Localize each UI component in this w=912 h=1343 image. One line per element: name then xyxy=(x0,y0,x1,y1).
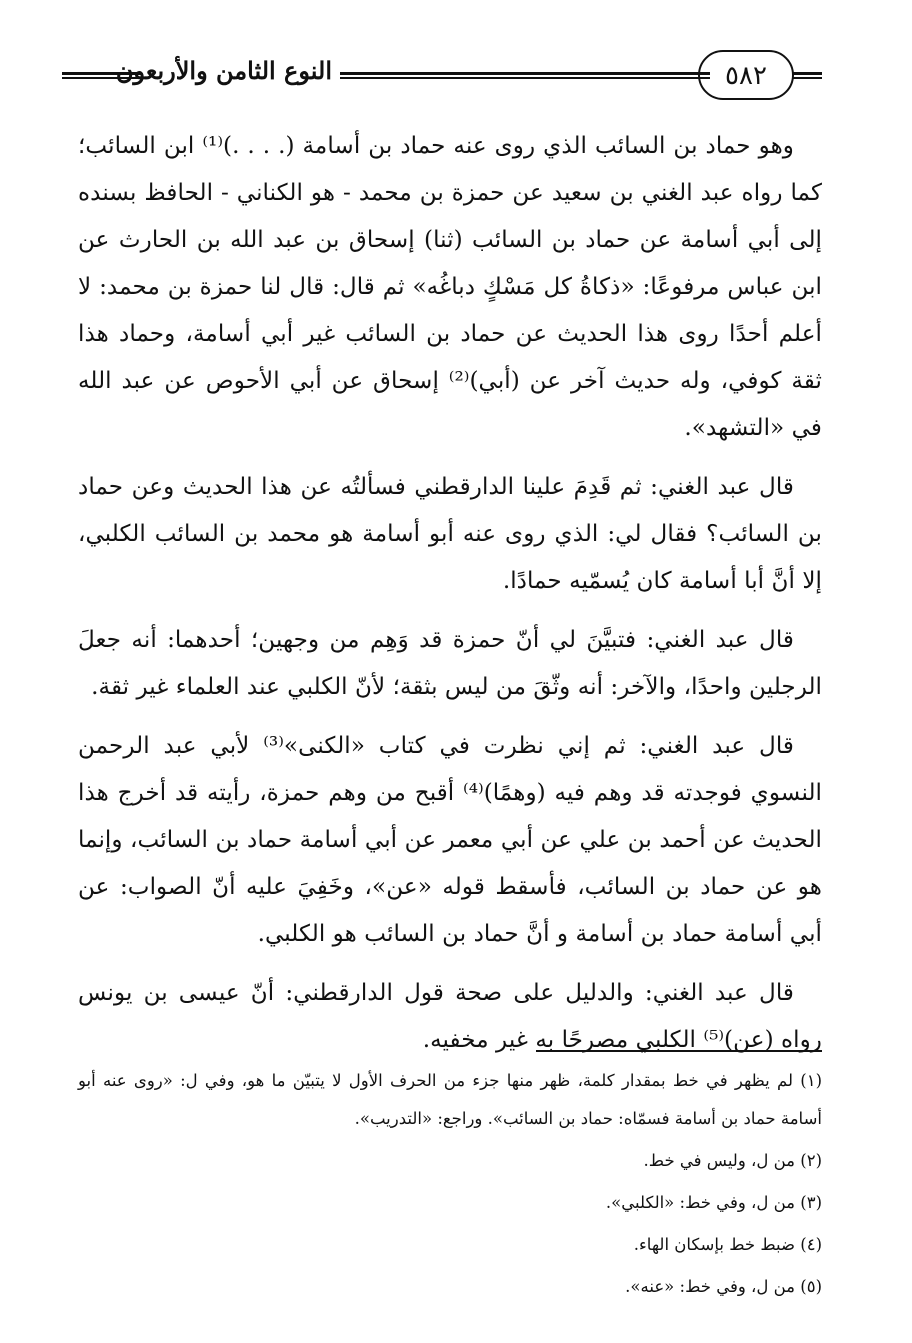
paragraph: وهو حماد بن السائب الذي روى عنه حماد بن أسامة (. . . .)⁽¹⁾ ابن السائب؛ كما رواه عبد الغني بن سعيد عن حمزة بن محمد - هو الكناني - الحافظ بسنده إلى أبي أسامة عن حماد بن السائب (ثنا) إسحاق بن عبد الله بن الحارث عن ابن عباس مرفوعًا: «ذكاةُ كل مَسْكٍ دباغُه» ثم قال: قال لنا حمزة بن محمد: لا أعلم أحدًا روى هذا الحديث عن حماد بن السائب غير أبي أسامة، وحماد هذا ثقة كوفي، وله حديث آخر عن (أبي)⁽²⁾ إسحاق عن أبي الأحوص عن عبد الله في «التشهد». xyxy=(78,132,822,441)
header-rule-left xyxy=(62,72,142,79)
header-rule-right xyxy=(792,72,822,79)
footnote: (٣) من ل، وفي خط: «الكلبي». xyxy=(605,1193,822,1212)
footnote-divider xyxy=(536,1050,822,1052)
main-text xyxy=(78,122,822,1075)
footnote: (٥) من ل، وفي خط: «عنه». xyxy=(625,1277,822,1296)
footnote: (٢) من ل، وليس في خط. xyxy=(643,1151,822,1170)
paragraph: قال عبد الغني: ثم إني نظرت في كتاب «الكنى»⁽³⁾ لأبي عبد الرحمن النسوي فوجدته قد وهم فيه (وهمًا)⁽⁴⁾ أقبح من وهم حمزة، رأيته قد أخرج هذا الحديث عن أحمد بن علي عن أبي معمر عن أبي أسامة حماد بن السائب، وإنما هو عن حماد بن السائب، فأسقط قوله «عن»، وخَفِيَ عليه أنّ الصواب: عن أبي أسامة حماد بن أسامة و أنَّ حماد بن السائب هو الكلبي. xyxy=(78,732,822,947)
paragraph: قال عبد الغني: فتبيَّنَ لي أنّ حمزة قد وَهِم من وجهين؛ أحدهما: أنه جعلَ الرجلين واحدًا، والآخر: أنه وثّقَ من ليس بثقة؛ لأنّ الكلبي عند العلماء غير ثقة. xyxy=(78,626,822,700)
page-number: ٥٨٢ xyxy=(698,50,794,100)
paragraph: قال عبد الغني: والدليل على صحة قول الدارقطني: أنّ عيسى بن يونس رواه (عن)⁽⁵⁾ الكلبي مصرحًا به غير مخفيه. xyxy=(78,979,822,1053)
paragraph: قال عبد الغني: ثم قَدِمَ علينا الدارقطني فسألتُه عن هذا الحديث وعن حماد بن السائب؟ فقال لي: الذي روى عنه أبو أسامة هو محمد بن السائب الكلبي، إلا أنَّ أبا أسامة كان يُسمّيه حمادًا. xyxy=(78,473,822,594)
footnotes xyxy=(78,1062,822,1310)
header-rule-middle xyxy=(340,72,710,79)
page-header xyxy=(62,44,822,108)
footnote: (١) لم يظهر في خط بمقدار كلمة، ظهر منها جزء من الحرف الأول لا يتبيّن ما هو، وفي ل: «روى عنه أبو أسامة حماد بن أسامة فسمّاه: حماد بن السائب». وراجع: «التدريب». xyxy=(78,1071,822,1128)
chapter-title: النوع الثامن والأربعون xyxy=(115,56,332,85)
footnote: (٤) ضبط خط بإسكان الهاء. xyxy=(633,1235,822,1254)
